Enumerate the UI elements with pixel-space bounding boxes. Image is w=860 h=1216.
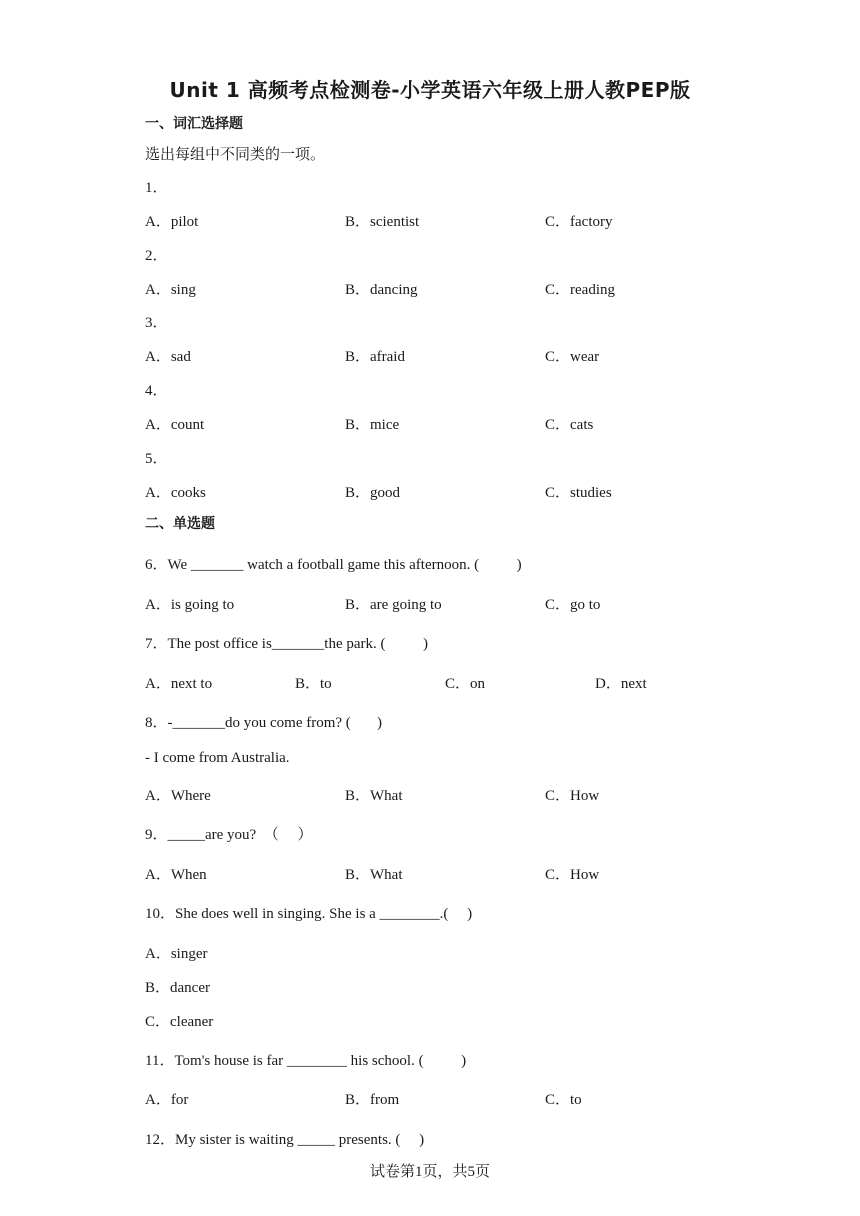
question-7-option-d: D．next [595,676,647,692]
question-1-option-b: B．scientist [345,214,420,230]
question-3-number: 3． [145,315,168,331]
question-1-option-a: A．pilot [145,214,199,230]
question-8-text: 8．-_______do you come from? ( ) [145,715,383,731]
question-7-option-b: B．to [295,676,332,692]
question-11-option-c: C．to [545,1092,582,1108]
page-title: Unit 1 高频考点检测卷-小学英语六年级上册人教PEP版 [169,78,691,102]
question-4-option-c: C．cats [545,417,594,433]
question-11-option-b: B．from [345,1092,400,1108]
question-1-number: 1． [145,180,168,196]
question-11-text: 11．Tom's house is far ________ his school. ( ) [145,1053,467,1069]
page-footer: 试卷第1页，共5页 [369,1164,490,1180]
question-2-option-c: C．reading [545,282,615,298]
question-7-text: 7．The post office is_______the park. ( ) [145,636,429,652]
question-4-number: 4． [145,383,168,399]
question-7-option-c: C．on [445,676,486,692]
question-3-option-c: C．wear [545,349,600,365]
question-3-option-b: B．afraid [345,349,405,365]
section-heading-single-choice: 二、单选题 [145,516,215,532]
question-9-option-b: B．What [345,867,403,883]
question-6-option-a: A．is going to [145,597,235,613]
question-9-option-a: A．When [145,867,207,883]
question-10-option-b: B．dancer [145,980,210,996]
question-8-option-a: A．Where [145,788,211,804]
question-10-option-a: A．singer [145,946,208,962]
question-2-number: 2． [145,248,168,264]
question-8-option-b: B．What [345,788,403,804]
section-heading-vocabulary: 一、词汇选择题 [145,116,243,132]
question-1-option-c: C．factory [545,214,613,230]
question-7-option-a: A．next to [145,676,213,692]
question-5-option-a: A．cooks [145,485,206,501]
question-10-option-c: C．cleaner [145,1014,214,1030]
question-6-option-c: C．go to [545,597,601,613]
question-4-option-b: B．mice [345,417,400,433]
question-12-text: 12．My sister is waiting _____ presents. ( ) [145,1132,425,1148]
question-8-answer-line: - I come from Australia. [145,750,290,766]
question-3-option-a: A．sad [145,349,191,365]
question-4-option-a: A．count [145,417,205,433]
question-8-option-c: C．How [545,788,600,804]
question-2-option-a: A．sing [145,282,196,298]
question-11-option-a: A．for [145,1092,189,1108]
question-6-text: 6．We _______ watch a football game this afternoon. ( ) [145,557,522,573]
question-5-number: 5． [145,451,168,467]
question-2-option-b: B．dancing [345,282,418,298]
instruction-text: 选出每组中不同类的一项。 [145,147,326,163]
question-6-option-b: B．are going to [345,597,442,613]
question-5-option-c: C．studies [545,485,612,501]
question-9-option-c: C．How [545,867,600,883]
question-9-text: 9．_____are you? （ ） [145,827,313,843]
question-5-option-b: B．good [345,485,401,501]
question-10-text: 10．She does well in singing. She is a ________.( ) [145,906,473,922]
